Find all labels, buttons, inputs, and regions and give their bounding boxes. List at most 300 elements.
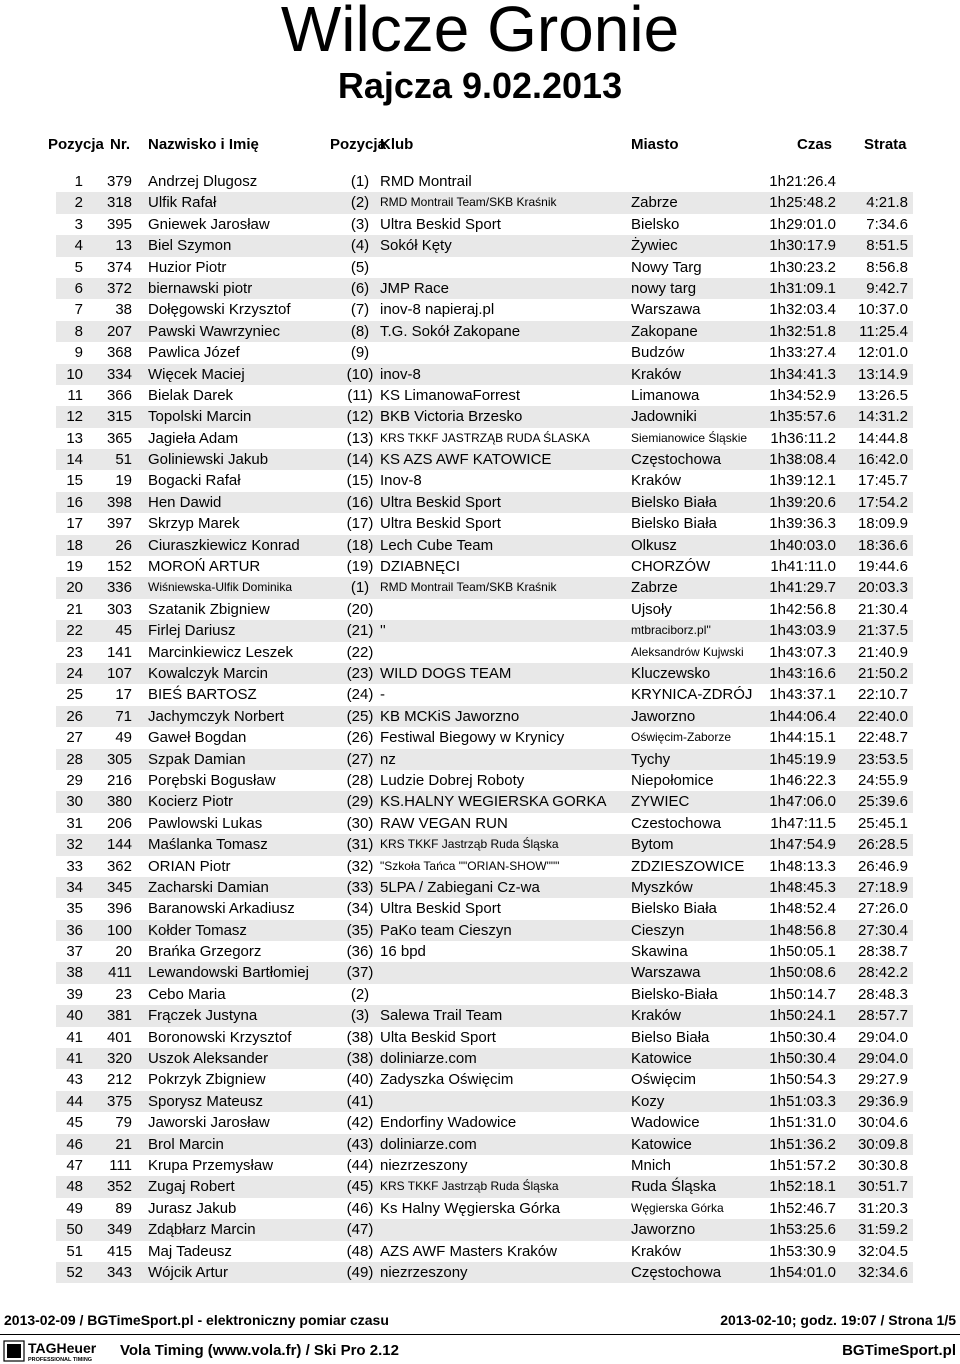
cell-time: 1h47:11.5 [770,814,836,832]
cell-name: Firlej Dariusz [148,622,236,640]
cell-club: KRS TKKF JASTRZĄB RUDA ŚLASKA [380,430,590,445]
table-row [56,620,913,641]
table-row [56,1091,913,1112]
cell-category-position: (7) [350,301,370,319]
cell-position: 48 [66,1178,83,1196]
cell-position: 14 [66,451,83,469]
cell-number: 303 [106,600,132,618]
table-row [56,214,913,235]
table-row [56,1005,913,1026]
cell-category-position: (8) [350,322,370,340]
cell-number: 362 [106,857,132,875]
cell-category-position: (28) [346,771,374,789]
cell-number: 381 [106,1007,132,1025]
cell-category-position: (11) [347,386,373,404]
cell-city: Budzów [631,344,685,362]
cell-gap: 31:59.2 [857,1221,908,1239]
cell-gap: 17:54.2 [857,493,908,511]
table-header [0,136,960,156]
cell-position: 43 [66,1071,83,1089]
cell-number: 334 [106,365,132,383]
cell-number: 89 [115,1199,132,1217]
cell-number: 79 [115,1114,132,1132]
cell-city: Olkusz [631,536,677,554]
cell-time: 1h47:54.9 [769,836,836,854]
table-row [56,1112,913,1133]
cell-name: Zdąbłarz Marcin [148,1221,256,1239]
cell-gap: 9:42.7 [866,279,908,297]
cell-name: Jachymczyk Norbert [148,707,284,725]
cell-city: Tychy [631,750,671,768]
table-row [56,791,913,812]
cell-time: 1h53:25.6 [769,1221,836,1239]
cell-position: 23 [66,643,83,661]
cell-number: 318 [106,194,132,212]
cell-number: 71 [115,707,132,725]
cell-name: Topolski Marcin [148,408,252,426]
cell-name: Cebo Maria [148,985,226,1003]
cell-position: 39 [66,985,83,1003]
cell-gap: 31:20.3 [857,1199,908,1217]
cell-position: 33 [66,857,83,875]
cell-category-position: (21) [346,622,374,640]
cell-name: Goliniewski Jakub [148,451,269,469]
cell-city: Skawina [631,943,688,961]
cell-gap: 24:55.9 [857,771,908,789]
cell-gap: 7:34.6 [866,215,908,233]
cell-time: 1h41:11.0 [770,558,836,576]
cell-position: 37 [66,943,83,961]
cell-time: 1h21:26.4 [769,173,836,190]
cell-name: Gaweł Bogdan [148,729,247,747]
cell-gap: 22:48.7 [857,729,908,747]
cell-position: 21 [66,600,83,618]
cell-name: Bogacki Rafał [148,472,241,490]
cell-category-position: (47) [346,1221,374,1239]
table-row [56,1069,913,1090]
cell-gap: 19:44.6 [857,558,908,576]
cell-city: Oświęcim-Zaborze [631,730,732,745]
cell-time: 1h50:14.7 [769,985,836,1003]
cell-name: Pawlica Józef [148,344,240,362]
cell-club: 5LPA / Zabiegani Cz-wa [380,878,540,896]
table-row [56,428,913,449]
cell-number: 336 [106,579,132,597]
cell-name: MOROŃ ARTUR [148,558,261,576]
cell-number: 107 [106,664,132,682]
cell-city: KRYNICA-ZDRÓJ [631,686,753,704]
cell-gap: 21:30.4 [857,600,908,618]
cell-time: 1h48:45.3 [769,878,836,896]
cell-time: 1h48:13.3 [769,857,836,875]
cell-city: Jadowniki [631,408,697,426]
table-row [56,1155,913,1176]
cell-number: 379 [106,173,132,190]
cell-time: 1h46:22.3 [769,771,836,789]
table-row [56,684,913,705]
cell-city: Wadowice [631,1114,700,1132]
cell-number: 206 [106,814,132,832]
table-row [56,877,913,898]
cell-position: 36 [66,921,83,939]
cell-time: 1h50:30.4 [769,1028,836,1046]
cell-time: 1h51:03.3 [769,1092,836,1110]
cell-club: KS.HALNY WEGIERSKA GORKA [380,793,607,811]
footer-left: 2013-02-09 / BGTimeSport.pl - elektroniczny pomiar czasu [4,1312,389,1328]
cell-city: Ruda Śląska [631,1178,717,1196]
cell-name: Brańka Grzegorz [148,943,262,961]
cell-city: Bielso Biała [631,1028,710,1046]
cell-club: BKB Victoria Brzesko [380,408,523,426]
cell-number: 401 [106,1028,132,1046]
cell-position: 4 [74,237,83,255]
cell-club: niezrzeszony [380,1156,468,1174]
cell-position: 26 [66,707,83,725]
cell-city: Węgierska Górka [631,1200,724,1215]
table-row [56,556,913,577]
cell-time: 1h44:06.4 [769,707,836,725]
table-row [56,1219,913,1240]
cell-position: 40 [66,1007,83,1025]
cell-name: Skrzyp Marek [148,515,240,533]
cell-time: 1h51:36.2 [769,1135,836,1153]
cell-gap: 29:27.9 [857,1071,908,1089]
cell-gap: 14:44.8 [857,429,908,447]
cell-club: KRS TKKF Jastrząb Ruda Śląska [380,1179,559,1194]
cell-name: Jagieła Adam [148,429,239,447]
cell-city: Bielsko [631,215,680,233]
cell-position: 30 [66,793,83,811]
cell-city: Kozy [631,1092,665,1110]
cell-club: KRS TKKF Jastrząb Ruda Śląska [380,837,559,852]
cell-category-position: (44) [346,1156,374,1174]
table-row [56,342,913,363]
cell-name: Marcinkiewicz Leszek [148,643,294,661]
cell-category-position: (22) [346,643,374,661]
cell-club: PaKo team Cieszyn [380,921,512,939]
cell-time: 1h44:15.1 [769,729,836,747]
cell-club: - [380,686,385,704]
cell-category-position: (5) [350,258,370,276]
cell-gap: 22:10.7 [857,686,908,704]
cell-name: Uszok Aleksander [148,1050,269,1068]
cell-name: Lewandowski Bartłomiej [148,964,309,982]
cell-number: 398 [106,493,132,511]
cell-number: 343 [106,1263,132,1281]
cell-category-position: (18) [346,536,374,554]
cell-time: 1h50:30.4 [769,1050,836,1068]
footer-divider [0,1334,960,1335]
cell-name: Szpak Damian [148,750,246,768]
cell-name: biernawski piotr [148,279,253,297]
table-row [56,898,913,919]
col-time: Czas [797,136,833,153]
cell-gap: 20:03.3 [857,579,908,597]
cell-city: Katowice [631,1135,692,1153]
cell-category-position: (45) [346,1178,374,1196]
cell-city: Zabrze [631,579,678,597]
cell-city: Czestochowa [631,814,722,832]
cell-name: Kołder Tomasz [148,921,247,939]
cell-time: 1h41:29.7 [769,579,836,597]
logo-sub-text: PROFESSIONAL TIMING [28,1357,93,1363]
cell-category-position: (27) [346,750,374,768]
cell-gap: 25:45.1 [857,814,908,832]
cell-category-position: (29) [346,793,374,811]
cell-time: 1h48:52.4 [769,900,836,918]
cell-gap: 29:36.9 [857,1092,908,1110]
table-row [56,257,913,278]
cell-position: 28 [66,750,83,768]
cell-category-position: (13) [346,429,374,447]
cell-time: 1h43:37.1 [769,686,836,704]
cell-club: Sokół Kęty [380,237,452,255]
table-row [56,749,913,770]
table-row [56,535,913,556]
cell-category-position: (6) [350,279,370,297]
cell-time: 1h50:05.1 [769,943,836,961]
table-row [56,599,913,620]
cell-city: Warszawa [631,301,701,319]
cell-number: 100 [106,921,132,939]
table-row [56,406,913,427]
table-row [56,1176,913,1197]
cell-position: 29 [66,771,83,789]
cell-category-position: (26) [346,729,374,747]
cell-name: Więcek Maciej [148,365,245,383]
cell-category-position: (34) [346,900,374,918]
cell-gap: 28:42.2 [857,964,908,982]
cell-city: mtbraciborz.pl'' [631,623,711,638]
cell-category-position: (14) [346,451,374,469]
cell-city: Zakopane [631,322,698,340]
cell-time: 1h50:54.3 [769,1071,836,1089]
table-row [56,984,913,1005]
cell-club: RMD Montrail Team/SKB Kraśnik [380,195,557,210]
cell-city: Siemianowice Śląskie [631,430,748,445]
cell-club: niezrzeszony [380,1263,468,1281]
cell-category-position: (10) [346,365,374,383]
cell-club: Zadyszka Oświęcim [380,1071,514,1089]
cell-category-position: (37) [346,964,374,982]
cell-time: 1h47:06.0 [769,793,836,811]
cell-number: 51 [115,451,132,469]
cell-position: 2 [74,194,83,212]
cell-club: AZS AWF Masters Kraków [380,1242,557,1260]
cell-position: 9 [74,344,83,362]
cell-gap: 18:36.6 [857,536,908,554]
cell-city: Katowice [631,1050,692,1068]
table-row [56,470,913,491]
cell-number: 13 [115,237,132,255]
site-name: BGTimeSport.pl [842,1342,956,1359]
cell-city: Częstochowa [631,1263,722,1281]
table-row [56,706,913,727]
cell-time: 1h30:23.2 [769,258,836,276]
cell-category-position: (42) [346,1114,374,1132]
cell-gap: 32:34.6 [857,1263,908,1281]
cell-position: 24 [66,664,83,682]
cell-city: Bielsko Biała [631,493,717,511]
cell-club: Ulta Beskid Sport [380,1028,496,1046]
cell-city: Kraków [631,1007,682,1025]
cell-name: Boronowski Krzysztof [148,1028,292,1046]
cell-position: 51 [66,1242,83,1260]
cell-position: 35 [66,900,83,918]
cell-position: 16 [66,493,83,511]
footer-right: 2013-02-10; godz. 19:07 / Strona 1/5 [720,1312,956,1328]
cell-number: 368 [106,344,132,362]
cell-time: 1h42:56.8 [769,600,836,618]
cell-club: KB MCKiS Jaworzno [380,707,520,725]
cell-category-position: (41) [346,1092,374,1110]
table-row [56,449,913,470]
cell-number: 207 [106,322,132,340]
cell-position: 12 [66,408,83,426]
cell-club: WILD DOGS TEAM [380,664,512,682]
cell-position: 5 [74,258,83,276]
cell-gap: 10:37.0 [857,301,908,319]
table-row [56,1134,913,1155]
cell-position: 38 [66,964,83,982]
cell-city: Bielsko-Biała [631,985,718,1003]
cell-position: 7 [74,301,83,319]
cell-number: 374 [106,258,132,276]
cell-gap: 16:42.0 [857,451,908,469]
cell-number: 372 [106,279,132,297]
cell-city: Aleksandrów Kujwski [631,644,744,659]
cell-number: 21 [115,1135,132,1153]
cell-gap: 29:04.0 [857,1028,908,1046]
cell-category-position: (43) [346,1135,374,1153]
col-category-position: Pozycja [330,136,386,153]
cell-position: 52 [66,1263,83,1281]
cell-gap: 27:30.4 [857,921,908,939]
cell-club: Festiwal Biegowy w Krynicy [380,729,565,747]
table-row [56,192,913,213]
table-row [56,513,913,534]
cell-club: RAW VEGAN RUN [380,814,508,832]
cell-name: Maślanka Tomasz [148,836,268,854]
cell-gap: 13:26.5 [857,386,908,404]
cell-club: Ultra Beskid Sport [380,215,501,233]
cell-gap: 28:38.7 [857,943,908,961]
cell-position: 31 [66,814,83,832]
table-row [56,770,913,791]
table-row [56,278,913,299]
cell-city: Kraków [631,472,682,490]
cell-position: 10 [66,365,83,383]
cell-number: 352 [106,1178,132,1196]
cell-city: Limanowa [631,386,700,404]
cell-city: Niepołomice [631,771,714,789]
table-row [56,1027,913,1048]
cell-position: 11 [67,386,83,404]
cell-number: 315 [106,408,132,426]
cell-time: 1h29:01.0 [769,215,836,233]
cell-gap: 28:57.7 [857,1007,908,1025]
cell-number: 345 [106,878,132,896]
cell-name: Kowalczyk Marcin [148,664,269,682]
col-number: Nr. [110,136,131,153]
table-row [56,1262,913,1283]
cell-name: Wiśniewska-Ulfik Dominika [148,580,293,595]
table-row [56,1241,913,1262]
cell-name: Bielak Darek [148,386,234,404]
cell-club: Ultra Beskid Sport [380,515,501,533]
software-credit: Vola Timing (www.vola.fr) / Ski Pro 2.12 [120,1342,399,1359]
page-subtitle: Rajcza 9.02.2013 [337,65,623,106]
cell-gap: 27:26.0 [857,900,908,918]
cell-category-position: (40) [346,1071,374,1089]
cell-city: Kraków [631,1242,682,1260]
cell-city: Bytom [631,836,674,854]
cell-time: 1h43:07.3 [769,643,836,661]
cell-position: 18 [66,536,83,554]
table-row [56,813,913,834]
cell-time: 1h39:20.6 [769,493,836,511]
cell-city: Cieszyn [631,921,685,939]
cell-time: 1h31:09.1 [769,279,836,297]
cell-club: nz [380,750,396,768]
cell-time: 1h32:03.4 [769,301,836,319]
col-gap: Strata [864,136,907,153]
cell-name: Wójcik Artur [148,1263,229,1281]
logo-brand-text: TAGHeuer [28,1340,97,1356]
cell-number: 23 [115,985,132,1003]
cell-number: 411 [108,964,132,982]
cell-club: Ultra Beskid Sport [380,493,501,511]
cell-position: 25 [66,686,83,704]
cell-gap: 14:31.2 [857,408,908,426]
tag-heuer-logo [4,1340,112,1362]
cell-category-position: (35) [346,921,374,939]
cell-position: 46 [66,1135,83,1153]
table-row [56,941,913,962]
cell-name: Gniewek Jarosław [148,215,270,233]
cell-city: ZYWIEC [631,793,690,811]
cell-name: Zugaj Robert [148,1178,235,1196]
cell-name: Pawlowski Lukas [148,814,263,832]
cell-time: 1h50:24.1 [769,1007,836,1025]
cell-name: Ciuraszkiewicz Konrad [148,536,300,554]
cell-time: 1h39:36.3 [769,515,836,533]
cell-club: inov-8 napieraj.pl [380,301,495,319]
cell-name: Krupa Przemysław [148,1156,274,1174]
cell-gap: 28:48.3 [857,985,908,1003]
col-club: Klub [380,136,414,153]
cell-name: Ulfik Rafał [148,194,217,212]
table-row [56,834,913,855]
cell-time: 1h40:03.0 [769,536,836,554]
cell-position: 19 [66,558,83,576]
cell-club: inov-8 [380,365,421,383]
cell-position: 47 [66,1156,83,1174]
cell-city: Kluczewsko [631,664,711,682]
cell-club: Ultra Beskid Sport [380,900,501,918]
cell-name: Frączek Justyna [148,1007,258,1025]
cell-number: 216 [106,771,132,789]
cell-category-position: (2) [350,985,370,1003]
cell-name: Jaworski Jarosław [148,1114,270,1132]
footer-bar [0,1340,960,1362]
cell-category-position: (1) [350,579,370,597]
cell-category-position: (17) [346,515,374,533]
table-row [56,1048,913,1069]
cell-city: Bielsko Biała [631,515,717,533]
cell-time: 1h32:51.8 [769,322,836,340]
cell-name: Porębski Bogusław [148,771,276,789]
